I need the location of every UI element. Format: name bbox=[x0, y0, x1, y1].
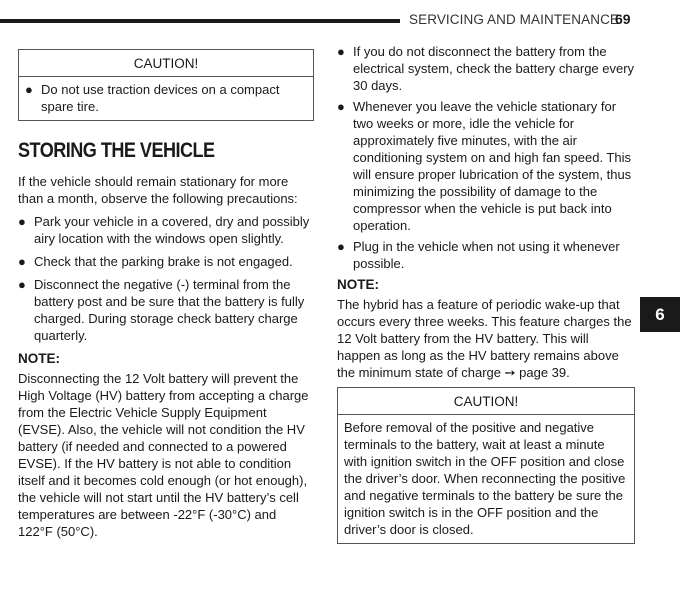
list-item bbox=[18, 253, 314, 270]
section-title: STORING THE VEHICLE bbox=[18, 139, 215, 162]
left-column bbox=[18, 49, 314, 540]
bullet-text: If you do not disconnect the battery from the electrical system, check the battery charge every 30 days. bbox=[353, 44, 635, 93]
precautions-list-continued bbox=[337, 43, 635, 272]
bullet-text: Disconnect the negative (-) terminal from the battery post and be sure that the battery is fully charged. During storage check battery charge quarterly. bbox=[34, 277, 305, 343]
list-item bbox=[337, 238, 635, 272]
bullet-icon: ● bbox=[18, 277, 26, 292]
note-heading: NOTE: bbox=[18, 351, 60, 366]
bullet-icon: ● bbox=[337, 99, 345, 114]
caution-bullet bbox=[25, 81, 307, 115]
bullet-icon: ● bbox=[18, 214, 26, 229]
bullet-text: Park your vehicle in a covered, dry and possibly airy location with the windows open slightly. bbox=[34, 214, 310, 246]
bullet-icon: ● bbox=[25, 82, 33, 97]
caution-title: CAUTION! bbox=[338, 388, 634, 415]
bullet-icon: ● bbox=[18, 254, 26, 269]
list-item bbox=[337, 98, 635, 234]
note-text: Disconnecting the 12 Volt battery will prevent the High Voltage (HV) battery from accepting a charge from the Electric Vehicle Supply Equipment (EVSE). Also, the vehicle will not condition the HV battery (if needed and connected to a powered EVSE). If the HV battery is not able to condition itself and it becomes cold enough (or hot enough), the vehicle will not start until the HV battery’s cell temperatures are between -22°F (-30°C) and 122°F (50°C). bbox=[18, 371, 309, 539]
caution-title: CAUTION! bbox=[19, 50, 313, 77]
caution-body: Before removal of the positive and negative terminals to the battery, wait at least a minute with ignition switch in the OFF position and close the driver’s door. When reconnecting the positive and negative terminals to the battery be sure the ignition switch is in the OFF position and the driver’s door is closed. bbox=[344, 420, 626, 537]
caution-box-traction bbox=[18, 49, 314, 121]
right-column bbox=[337, 43, 635, 544]
list-item bbox=[18, 213, 314, 247]
page-number: 69 bbox=[615, 11, 631, 27]
chapter-tab: 6 bbox=[640, 297, 680, 332]
intro-paragraph: If the vehicle should remain stationary for more than a month, observe the following precautions: bbox=[18, 174, 298, 206]
bullet-icon: ● bbox=[337, 44, 345, 59]
precautions-list bbox=[18, 213, 314, 344]
list-item bbox=[18, 276, 314, 344]
list-item bbox=[337, 43, 635, 94]
bullet-text: Do not use traction devices on a compact spare tire. bbox=[41, 82, 280, 114]
note-heading: NOTE: bbox=[337, 277, 379, 292]
bullet-text: Whenever you leave the vehicle stationary for two weeks or more, idle the vehicle for approximately five minutes, with the air conditioning system on and high fan speed. This will ensure proper lubrication of the system, thus minimizing the possibility of damage to the compressor when the vehicle is put back into operation. bbox=[353, 99, 632, 233]
bullet-text: Plug in the vehicle when not using it whenever possible. bbox=[353, 239, 620, 271]
bullet-text: Check that the parking brake is not engaged. bbox=[34, 254, 293, 269]
header-rule bbox=[0, 19, 400, 23]
caution-box-battery bbox=[337, 387, 635, 544]
caution-body bbox=[19, 77, 313, 120]
bullet-icon: ● bbox=[337, 239, 345, 254]
note-text: The hybrid has a feature of periodic wake-up that occurs every three weeks. This feature charges the 12 Volt battery from the HV battery. This will happen as long as the HV battery remains above the minimum state of charge ➙ page 39. bbox=[337, 297, 632, 380]
running-header: SERVICING AND MAINTENANCE bbox=[409, 12, 620, 27]
